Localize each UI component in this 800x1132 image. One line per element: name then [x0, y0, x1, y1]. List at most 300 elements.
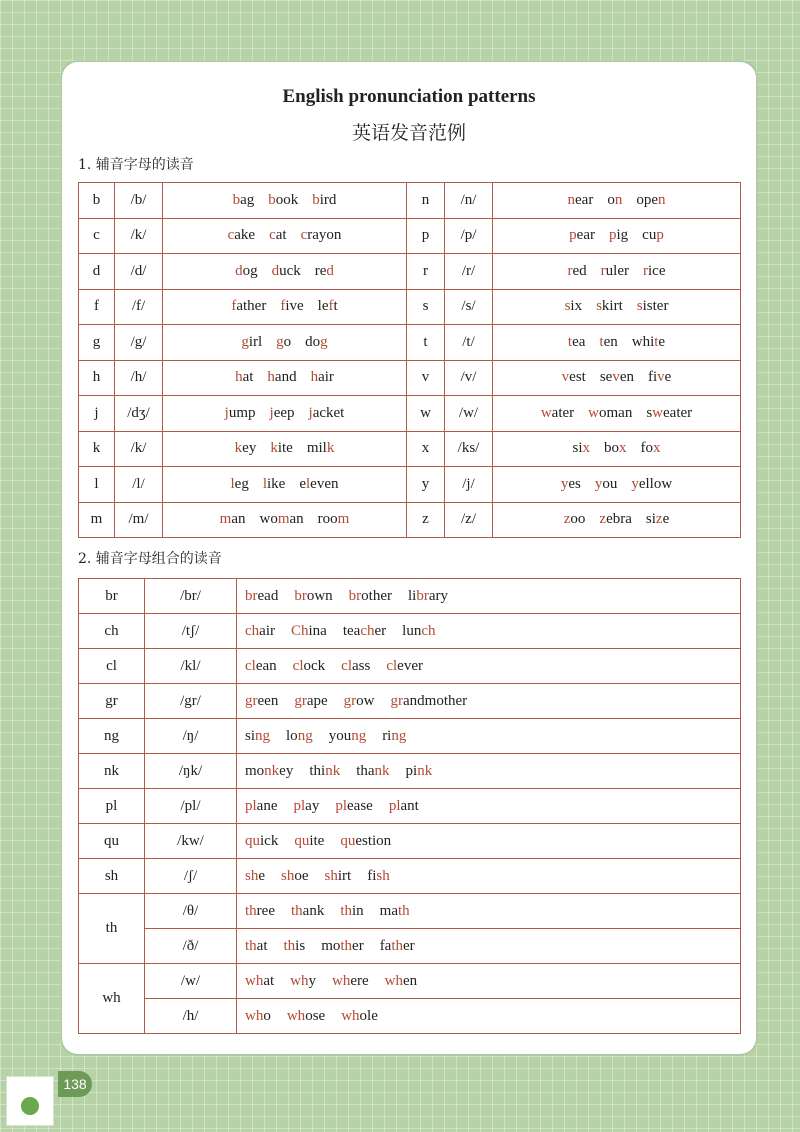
example-word: [235, 369, 253, 386]
highlighted-letters: f: [328, 298, 334, 315]
letter-cell: h: [79, 360, 115, 396]
highlighted-letters: k: [270, 440, 278, 457]
example-word: [600, 369, 634, 386]
word-part: re: [314, 262, 327, 279]
example-word: [402, 623, 435, 640]
highlighted-letters: m: [219, 511, 232, 528]
example-word: [380, 903, 410, 920]
example-word: [380, 938, 415, 955]
highlighted-letters: p: [569, 227, 577, 244]
word-part: acket: [312, 404, 345, 421]
example-word: [631, 476, 672, 493]
word-part: kirt: [601, 298, 623, 315]
word-part: er: [374, 622, 387, 639]
highlighted-letters: p: [608, 227, 617, 244]
table-row: [79, 684, 741, 719]
word-part: ea: [572, 333, 586, 350]
word-part: estion: [355, 832, 392, 849]
example-word: [356, 763, 389, 780]
word-part: y: [308, 972, 317, 989]
example-word: [270, 405, 295, 422]
word-part: an: [231, 511, 246, 528]
example-word: [343, 623, 386, 640]
examples-cell: [237, 859, 741, 894]
table-row: [79, 289, 741, 325]
word-part: est: [569, 369, 586, 386]
example-word: [301, 227, 342, 244]
example-word: [344, 693, 375, 710]
combination-cell: nk: [79, 754, 145, 789]
table-row: [79, 396, 741, 432]
highlighted-letters: j: [224, 404, 229, 421]
word-part: ary: [428, 587, 448, 604]
example-word: [321, 938, 364, 955]
ipa-cell: /w/: [445, 396, 493, 432]
table-row: [79, 929, 741, 964]
letter-cell: p: [407, 218, 445, 254]
example-word: [231, 298, 266, 315]
letter-cell: v: [407, 360, 445, 396]
highlighted-letters: nk: [417, 762, 433, 779]
letter-cell: j: [79, 396, 115, 432]
word-part: se: [599, 369, 613, 386]
highlighted-letters: nk: [264, 762, 280, 779]
examples-cell: [237, 579, 741, 614]
word-part: ou: [602, 475, 618, 492]
highlighted-letters: wh: [286, 1007, 306, 1024]
word-part: o: [607, 191, 615, 208]
example-word: [564, 511, 586, 528]
examples-cell: [163, 325, 407, 361]
word-part: ow: [356, 692, 375, 709]
combination-cell: pl: [79, 789, 145, 824]
word-part: en: [403, 972, 418, 989]
highlighted-letters: cl: [245, 657, 256, 674]
word-part: t: [333, 298, 338, 315]
highlighted-letters: th: [245, 937, 257, 954]
word-part: lun: [402, 622, 422, 639]
ipa-cell: /t/: [445, 325, 493, 361]
example-word: [291, 623, 327, 640]
highlighted-letters: qu: [340, 832, 356, 849]
example-word: [312, 192, 336, 209]
example-word: [642, 227, 664, 244]
table-row: [79, 218, 741, 254]
word-part: ear: [576, 227, 595, 244]
highlighted-letters: cl: [292, 657, 304, 674]
word-part: eg: [234, 475, 249, 492]
combination-cell: gr: [79, 684, 145, 719]
example-word: [267, 369, 296, 386]
highlighted-letters: wh: [384, 972, 404, 989]
highlighted-letters: k: [234, 440, 243, 457]
example-word: [245, 1008, 271, 1025]
example-word: [245, 623, 275, 640]
combination-cell: qu: [79, 824, 145, 859]
ipa-cell: /n/: [445, 183, 493, 219]
example-word: [335, 798, 372, 815]
combination-cell: br: [79, 579, 145, 614]
word-part: ank: [302, 902, 325, 919]
ipa-cell: /h/: [145, 999, 237, 1034]
examples-cell: [163, 396, 407, 432]
word-part: en: [603, 333, 618, 350]
examples-cell: [237, 824, 741, 859]
example-word: [245, 658, 277, 675]
examples-cell: [237, 754, 741, 789]
highlighted-letters: pl: [388, 797, 401, 814]
example-word: [382, 728, 406, 745]
example-word: [367, 868, 390, 885]
highlighted-letters: w: [652, 404, 664, 421]
word-part: own: [306, 587, 333, 604]
word-part: is: [295, 937, 306, 954]
letter-cell: r: [407, 254, 445, 290]
letter-cell: c: [79, 218, 115, 254]
highlighted-letters: ng: [255, 727, 271, 744]
ipa-cell: /ŋk/: [145, 754, 237, 789]
word-part: ister: [642, 298, 669, 315]
highlighted-letters: w: [540, 404, 552, 421]
word-part: mo: [245, 762, 265, 779]
combination-cell: ch: [79, 614, 145, 649]
examples-cell: [237, 614, 741, 649]
word-part: ey: [279, 762, 294, 779]
table-row: [79, 719, 741, 754]
highlighted-letters: w: [588, 404, 599, 421]
highlighted-letters: th: [340, 902, 352, 919]
highlighted-letters: l: [230, 475, 235, 492]
content-card: [62, 62, 756, 1054]
word-part: es: [568, 475, 581, 492]
highlighted-letters: gr: [390, 692, 403, 709]
highlighted-letters: ng: [391, 727, 407, 744]
example-word: [281, 868, 309, 885]
examples-cell: [163, 431, 407, 467]
word-part: li: [408, 587, 417, 604]
examples-cell: [493, 431, 741, 467]
word-part: een: [257, 692, 279, 709]
example-word: [294, 833, 324, 850]
example-word: [386, 658, 423, 675]
ipa-cell: /kw/: [145, 824, 237, 859]
highlighted-letters: y: [631, 475, 639, 492]
highlighted-letters: h: [267, 369, 275, 386]
highlighted-letters: pl: [245, 797, 257, 814]
highlighted-letters: d: [271, 262, 280, 279]
section2-heading: 2. 辅音字母组合的读音: [78, 551, 222, 567]
example-word: [230, 476, 248, 493]
word-part: ean: [255, 657, 277, 674]
word-part: mil: [306, 440, 327, 457]
word-part: at: [242, 369, 254, 386]
highlighted-letters: th: [340, 937, 353, 954]
word-part: ey: [242, 440, 257, 457]
highlighted-letters: s: [596, 298, 602, 315]
examples-cell: [237, 964, 741, 999]
combination-cell: cl: [79, 649, 145, 684]
highlighted-letters: qu: [245, 832, 260, 849]
example-word: [568, 263, 587, 280]
example-word: [263, 476, 286, 493]
word-part: e: [658, 333, 666, 350]
example-word: [245, 938, 268, 955]
example-word: [562, 369, 586, 386]
examples-cell: [237, 649, 741, 684]
highlighted-letters: th: [398, 902, 410, 919]
ipa-cell: /d/: [115, 254, 163, 290]
highlighted-letters: th: [283, 937, 296, 954]
word-part: o: [263, 1007, 271, 1024]
letter-cell: g: [79, 325, 115, 361]
table-row: [79, 431, 741, 467]
example-word: [588, 405, 632, 422]
highlighted-letters: gr: [343, 692, 357, 709]
examples-cell: [163, 183, 407, 219]
highlighted-letters: br: [348, 587, 362, 604]
example-word: [235, 263, 258, 280]
examples-cell: [237, 719, 741, 754]
example-word: [245, 798, 278, 815]
highlighted-letters: ch: [245, 622, 260, 639]
examples-cell: [493, 325, 741, 361]
example-word: [245, 868, 265, 885]
examples-cell: [493, 254, 741, 290]
example-word: [604, 440, 627, 457]
word-part: irl: [248, 333, 263, 350]
example-word: [220, 511, 246, 528]
word-part: le: [317, 298, 329, 315]
letter-cell: f: [79, 289, 115, 325]
examples-cell: [163, 254, 407, 290]
highlighted-letters: sh: [376, 867, 390, 884]
word-part: in: [352, 902, 364, 919]
word-part: ed: [572, 262, 587, 279]
example-word: [286, 728, 313, 745]
example-word: [568, 192, 594, 209]
highlighted-letters: z: [563, 511, 571, 528]
word-part: og: [242, 262, 258, 279]
word-part: cu: [642, 227, 657, 244]
highlighted-letters: x: [653, 440, 661, 457]
page-title: English pronunciation patterns: [282, 86, 536, 107]
word-part: roo: [317, 511, 338, 528]
word-part: ebra: [606, 511, 632, 528]
word-part: mo: [321, 937, 341, 954]
letter-cell: d: [79, 254, 115, 290]
highlighted-letters: l: [262, 475, 267, 492]
highlighted-letters: x: [619, 440, 627, 457]
publisher-logo: [6, 1076, 54, 1126]
highlighted-letters: r: [600, 262, 606, 279]
section1-heading: 1. 辅音字母的读音: [78, 157, 194, 173]
example-word: [565, 298, 583, 315]
letter-cell: m: [79, 502, 115, 538]
highlighted-letters: cl: [386, 657, 398, 674]
table-row: [79, 789, 741, 824]
highlighted-letters: nk: [374, 762, 390, 779]
letter-cell: x: [407, 431, 445, 467]
highlighted-letters: m: [337, 511, 350, 528]
highlighted-letters: cl: [341, 657, 352, 674]
letter-cell: n: [407, 183, 445, 219]
example-word: [340, 833, 391, 850]
highlighted-letters: sh: [281, 867, 295, 884]
word-part: ree: [256, 902, 275, 919]
word-part: ite: [309, 832, 325, 849]
example-word: [641, 440, 661, 457]
example-word: [341, 658, 370, 675]
highlighted-letters: br: [245, 587, 258, 604]
word-part: e: [662, 511, 670, 528]
example-word: [307, 440, 335, 457]
highlighted-letters: wh: [245, 1007, 264, 1024]
word-part: whi: [631, 333, 655, 350]
ipa-cell: /s/: [445, 289, 493, 325]
word-part: ina: [308, 622, 327, 639]
highlighted-letters: br: [294, 587, 307, 604]
ipa-cell: /b/: [115, 183, 163, 219]
example-word: [609, 227, 628, 244]
word-part: at: [256, 937, 268, 954]
table-row: [79, 649, 741, 684]
highlighted-letters: t: [599, 333, 604, 350]
ipa-cell: /ð/: [145, 929, 237, 964]
examples-cell: [493, 502, 741, 538]
highlighted-letters: g: [320, 333, 328, 350]
word-part: si: [245, 727, 256, 744]
letter-cell: w: [407, 396, 445, 432]
highlighted-letters: v: [612, 369, 620, 386]
word-part: even: [310, 475, 339, 492]
example-word: [596, 298, 623, 315]
word-part: fa: [379, 937, 392, 954]
ipa-cell: /j/: [445, 467, 493, 503]
highlighted-letters: th: [245, 902, 257, 919]
word-part: ose: [305, 1007, 326, 1024]
word-part: ri: [382, 727, 392, 744]
word-part: o: [283, 333, 292, 350]
example-word: [245, 903, 275, 920]
highlighted-letters: t: [567, 333, 573, 350]
example-word: [541, 405, 574, 422]
highlighted-letters: z: [655, 511, 663, 528]
example-word: [349, 588, 392, 605]
consonant-combinations-table: [78, 578, 741, 1034]
word-part: s: [646, 404, 653, 421]
ipa-cell: /v/: [445, 360, 493, 396]
example-word: [299, 476, 338, 493]
example-word: [607, 192, 622, 209]
highlighted-letters: b: [268, 191, 276, 208]
word-part: ock: [303, 657, 326, 674]
example-word: [643, 263, 665, 280]
highlighted-letters: t: [654, 333, 659, 350]
ipa-cell: /l/: [115, 467, 163, 503]
example-word: [572, 440, 590, 457]
examples-cell: [163, 467, 407, 503]
word-part: you: [328, 727, 352, 744]
leaf-icon: [21, 1097, 39, 1115]
ipa-cell: /br/: [145, 579, 237, 614]
example-word: [280, 298, 303, 315]
example-word: [272, 263, 301, 280]
ipa-cell: /g/: [115, 325, 163, 361]
word-part: ix: [570, 298, 583, 315]
highlighted-letters: y: [594, 475, 603, 492]
highlighted-letters: wh: [290, 972, 309, 989]
highlighted-letters: Ch: [291, 622, 309, 639]
example-word: [245, 693, 278, 710]
example-word: [309, 763, 340, 780]
examples-cell: [493, 183, 741, 219]
table-row: [79, 360, 741, 396]
highlighted-letters: j: [308, 404, 313, 421]
combination-cell: sh: [79, 859, 145, 894]
word-part: ather: [236, 298, 267, 315]
word-part: ook: [275, 191, 299, 208]
word-part: ake: [234, 227, 256, 244]
word-part: ick: [260, 832, 279, 849]
highlighted-letters: ng: [297, 727, 313, 744]
letter-cell: s: [407, 289, 445, 325]
example-word: [391, 693, 468, 710]
highlighted-letters: gr: [245, 692, 258, 709]
highlighted-letters: h: [310, 369, 319, 386]
word-part: lo: [286, 727, 298, 744]
ipa-cell: /m/: [115, 502, 163, 538]
ipa-cell: /h/: [115, 360, 163, 396]
highlighted-letters: l: [306, 475, 311, 492]
ipa-cell: /tʃ/: [145, 614, 237, 649]
ipa-cell: /p/: [445, 218, 493, 254]
word-part: ird: [319, 191, 337, 208]
examples-cell: [163, 289, 407, 325]
example-word: [632, 334, 665, 351]
word-part: tea: [342, 622, 361, 639]
letter-cell: z: [407, 502, 445, 538]
highlighted-letters: sh: [245, 867, 259, 884]
word-part: bo: [604, 440, 619, 457]
word-part: ay: [305, 797, 320, 814]
example-word: [245, 763, 293, 780]
highlighted-letters: n: [657, 191, 666, 208]
example-word: [315, 263, 334, 280]
highlighted-letters: r: [643, 262, 648, 279]
example-word: [245, 973, 274, 990]
highlighted-letters: s: [564, 298, 571, 315]
example-word: [287, 1008, 325, 1025]
example-word: [408, 588, 448, 605]
word-part: ive: [285, 298, 304, 315]
highlighted-letters: c: [300, 227, 308, 244]
letter-cell: y: [407, 467, 445, 503]
examples-cell: [163, 502, 407, 538]
example-word: [599, 511, 631, 528]
example-word: [325, 868, 352, 885]
example-word: [268, 192, 298, 209]
highlighted-letters: d: [235, 262, 243, 279]
example-word: [561, 476, 581, 493]
highlighted-letters: th: [391, 937, 404, 954]
table-row: [79, 964, 741, 999]
ipa-cell: /ks/: [445, 431, 493, 467]
highlighted-letters: s: [636, 298, 643, 315]
examples-cell: [163, 218, 407, 254]
word-part: ag: [240, 191, 255, 208]
word-part: an: [289, 511, 304, 528]
combination-cell: wh: [79, 964, 145, 1034]
